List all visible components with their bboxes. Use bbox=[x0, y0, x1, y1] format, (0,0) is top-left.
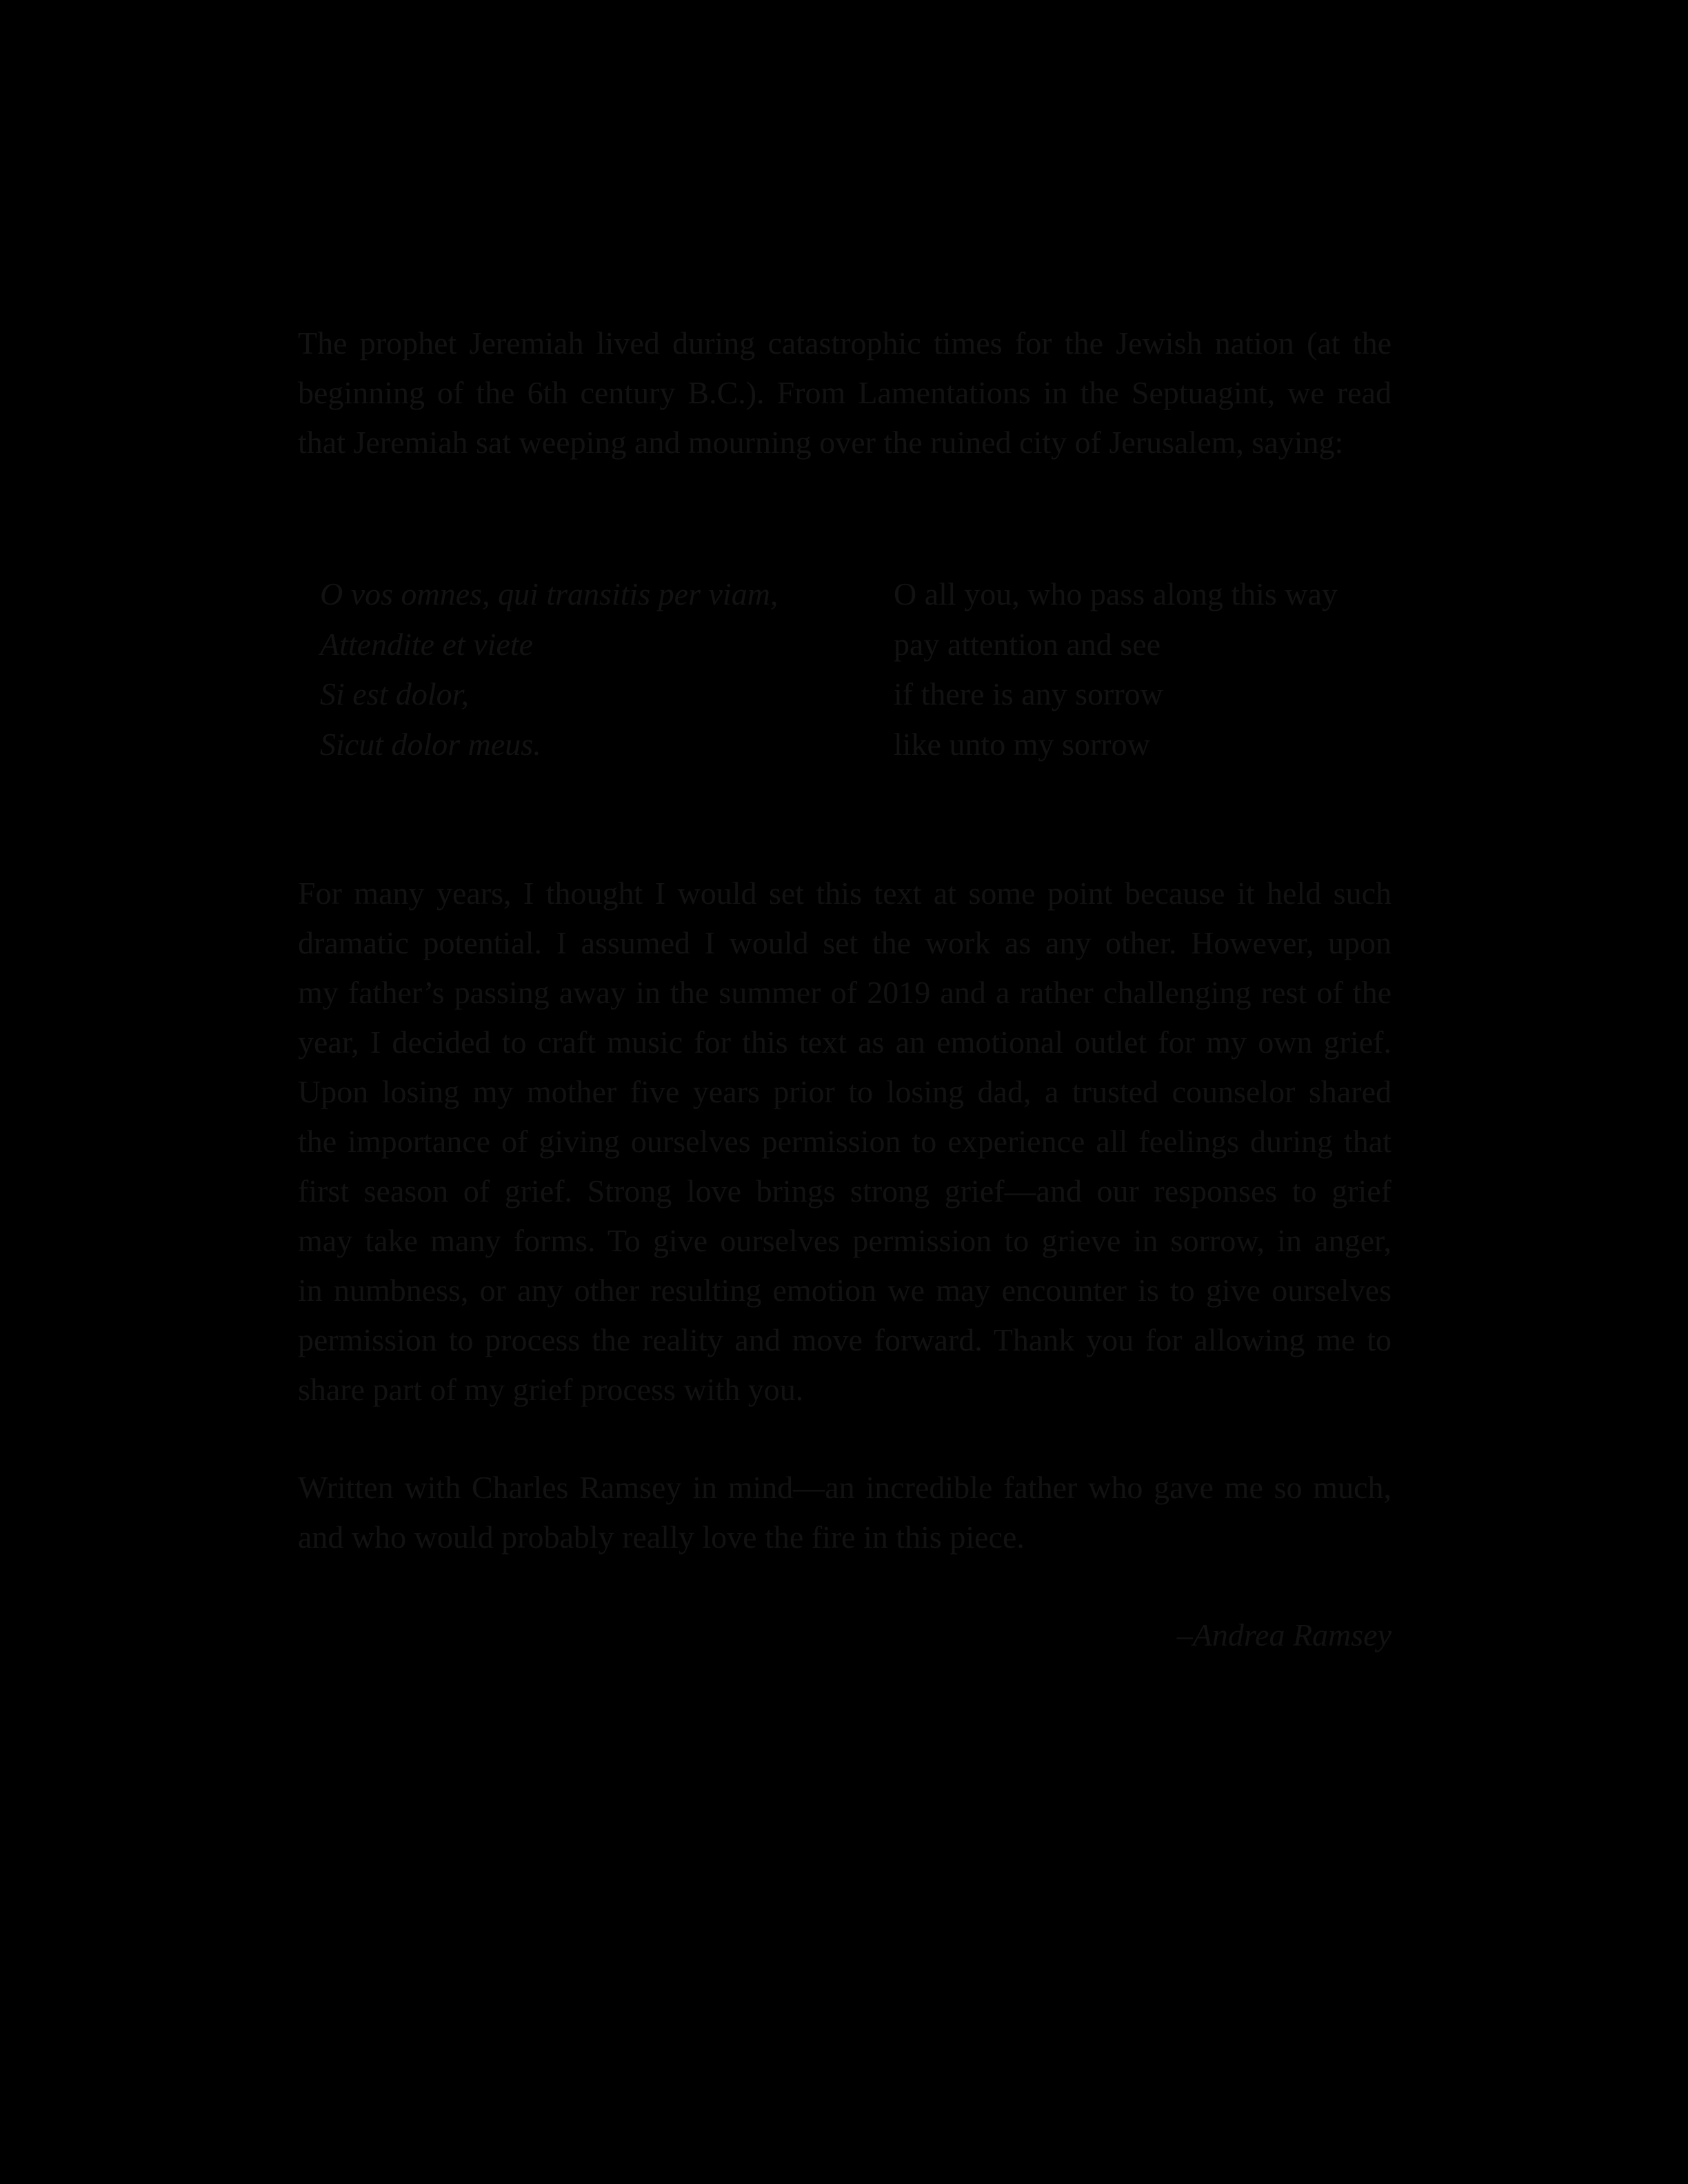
reflection-line: For many years, I thought I would set this text at some point because it held such bbox=[298, 876, 1391, 911]
latin-line: Si est dolor, bbox=[320, 676, 469, 711]
dedication-line: and who would probably really love the fire in this piece. bbox=[298, 1519, 1025, 1555]
latin-line: Sicut dolor meus. bbox=[320, 726, 541, 762]
reflection-paragraph bbox=[298, 869, 1391, 1415]
dedication-line: Written with Charles Ramsey in mind—an incredible father who gave me so much, bbox=[298, 1470, 1391, 1505]
author-signature: –Andrea Ramsey bbox=[1176, 1617, 1391, 1652]
dedication-paragraph bbox=[298, 1463, 1391, 1562]
intro-paragraph bbox=[298, 318, 1391, 467]
latin-line: Attendite et viete bbox=[320, 626, 534, 662]
intro-line: beginning of the 6th century B.C.). From Lamentations in the Septuagint, we read bbox=[298, 375, 1391, 410]
reflection-line: dramatic potential. I assumed I would set the work as any other. However, upon bbox=[298, 925, 1391, 960]
reflection-line: year, I decided to craft music for this text as an emotional outlet for my own grief. bbox=[298, 1024, 1391, 1060]
latin-line: O vos omnes, qui transitis per viam, bbox=[320, 576, 778, 611]
reflection-line: share part of my grief process with you. bbox=[298, 1372, 804, 1407]
english-translation-column bbox=[894, 569, 1376, 769]
reflection-line: my father’s passing away in the summer of 2019 and a rather challenging rest of the bbox=[298, 975, 1391, 1010]
translation-line: O all you, who pass along this way bbox=[894, 576, 1338, 611]
reflection-line: in numbness, or any other resulting emotion we may encounter is to give ourselves bbox=[298, 1273, 1391, 1308]
intro-line: that Jeremiah sat weeping and mourning over the ruined city of Jerusalem, saying: bbox=[298, 425, 1344, 460]
intro-line: The prophet Jeremiah lived during catastrophic times for the Jewish nation (at the bbox=[298, 325, 1391, 361]
translation-line: like unto my sorrow bbox=[894, 726, 1150, 762]
lamentations-text bbox=[320, 569, 1391, 769]
translation-line: if there is any sorrow bbox=[894, 676, 1163, 711]
reflection-line: may take many forms. To give ourselves permission to grieve in sorrow, in anger, bbox=[298, 1223, 1391, 1258]
reflection-line: Upon losing my mother five years prior to losing dad, a trusted counselor shared bbox=[298, 1074, 1391, 1109]
reflection-line: permission to process the reality and move forward. Thank you for allowing me to bbox=[298, 1322, 1391, 1357]
latin-text-column bbox=[320, 569, 894, 769]
reflection-line: first season of grief. Strong love brings strong grief—and our responses to grief bbox=[298, 1173, 1391, 1209]
translation-line: pay attention and see bbox=[894, 626, 1161, 662]
program-note bbox=[298, 318, 1391, 1660]
reflection-line: the importance of giving ourselves permission to experience all feelings during that bbox=[298, 1124, 1391, 1159]
